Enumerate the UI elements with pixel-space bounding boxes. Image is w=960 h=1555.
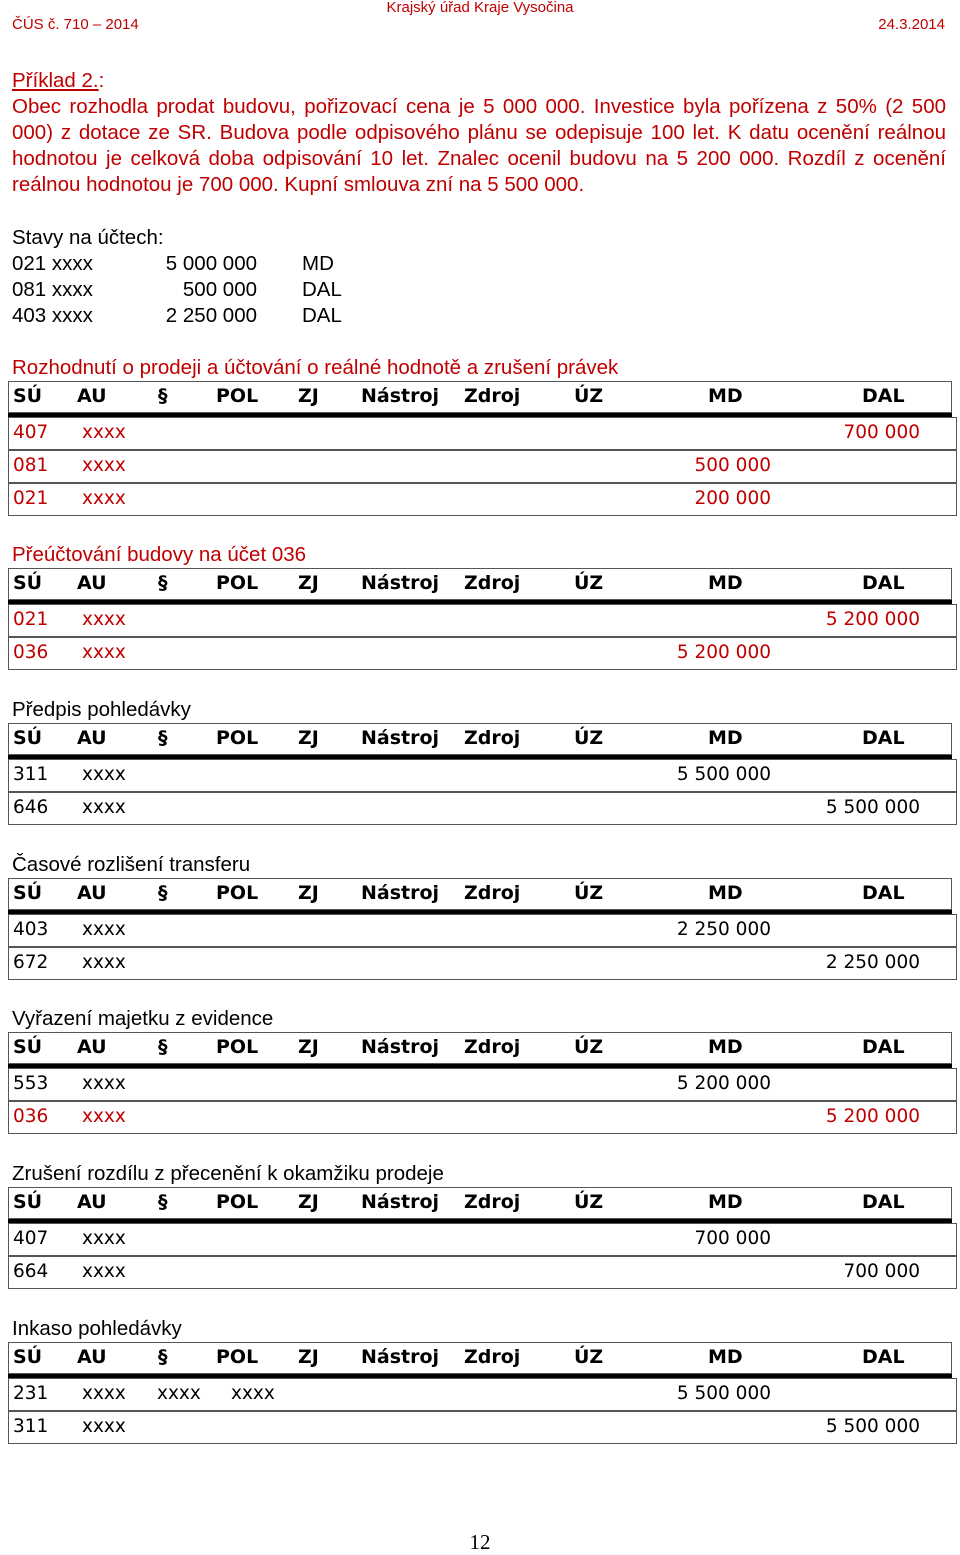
cell-su: 407 <box>13 1228 49 1249</box>
column-header-nastroj: Nástroj <box>361 727 440 749</box>
column-header-zdroj: Zdroj <box>464 1191 521 1213</box>
state-amount: 5 000 000 <box>165 252 257 275</box>
column-header-zj: ZJ <box>298 1191 319 1213</box>
column-header-au: AU <box>77 727 107 749</box>
column-header-zdroj: Zdroj <box>464 385 521 407</box>
cell-md: 200 000 <box>694 488 771 509</box>
cell-au: xxxx <box>82 797 126 818</box>
column-header-par: § <box>158 882 168 904</box>
accounting-section <box>0 355 960 518</box>
column-header-zj: ZJ <box>298 1346 319 1368</box>
column-header-su: SÚ <box>13 727 43 749</box>
cell-su: 407 <box>13 422 49 443</box>
table-header-row <box>8 1187 952 1219</box>
column-header-uz: ÚZ <box>574 385 604 407</box>
states-title: Stavy na účtech: <box>12 226 164 249</box>
column-header-au: AU <box>77 1346 107 1368</box>
page-header <box>0 0 960 44</box>
accounting-section <box>0 697 960 827</box>
column-header-md: MD <box>708 727 743 749</box>
cell-au: xxxx <box>82 1416 126 1437</box>
cell-su: 036 <box>13 642 49 663</box>
column-header-au: AU <box>77 385 107 407</box>
cell-au: xxxx <box>82 455 126 476</box>
cell-su: 231 <box>13 1383 49 1404</box>
column-header-pol: POL <box>216 1191 259 1213</box>
state-amount: 500 000 <box>182 278 257 301</box>
cell-dal: 2 250 000 <box>825 952 920 973</box>
table-header-row <box>8 1032 952 1064</box>
column-header-par: § <box>158 572 168 594</box>
cell-au: xxxx <box>82 764 126 785</box>
column-header-par: § <box>158 727 168 749</box>
cell-dal: 5 500 000 <box>825 1416 920 1437</box>
example-title-colon: : <box>98 69 105 92</box>
column-header-uz: ÚZ <box>574 572 604 594</box>
cell-md: 700 000 <box>694 1228 771 1249</box>
cell-su: 553 <box>13 1073 49 1094</box>
cell-su: 081 <box>13 455 49 476</box>
example-title-line <box>12 68 946 94</box>
cell-dal: 5 200 000 <box>825 609 920 630</box>
example-text: Obec rozhodla prodat budovu, pořizovací cena je 5 000 000. Investice byla pořízena z 50% (2 500 000) z dotace ze SR. Budova podle odpisového plánu se odepisuje 100 let. K datu ocenění reálnou hodnotou je celková doba odpisování 10 let. Znalec ocenil budovu na 5 200 000. Rozdíl z ocenění reálnou hodnotou je 700 000. Kupní smlouva zní na 5 500 000. <box>12 95 946 196</box>
state-account: 081 xxxx <box>12 278 93 301</box>
cell-su: 664 <box>13 1261 49 1282</box>
column-header-par: § <box>158 1036 168 1058</box>
section-title: Zrušení rozdílu z přecenění k okamžiku prodeje <box>12 1162 444 1185</box>
column-header-zj: ZJ <box>298 1036 319 1058</box>
state-row <box>12 251 342 277</box>
state-side: DAL <box>302 278 342 301</box>
states-list <box>12 251 342 329</box>
column-header-zdroj: Zdroj <box>464 1036 521 1058</box>
section-title: Vyřazení majetku z evidence <box>12 1007 274 1030</box>
column-header-dal: DAL <box>862 572 905 594</box>
state-amount: 2 250 000 <box>165 304 257 327</box>
table-row <box>8 947 957 980</box>
column-header-zdroj: Zdroj <box>464 572 521 594</box>
table-header-row <box>8 723 952 755</box>
table-header-row <box>8 381 952 413</box>
table-row <box>8 1256 957 1289</box>
column-header-uz: ÚZ <box>574 1346 604 1368</box>
column-header-nastroj: Nástroj <box>361 1036 440 1058</box>
cell-dal: 5 500 000 <box>825 797 920 818</box>
column-header-md: MD <box>708 1191 743 1213</box>
column-header-dal: DAL <box>862 727 905 749</box>
cell-dal: 700 000 <box>843 422 920 443</box>
column-header-md: MD <box>708 1346 743 1368</box>
accounting-section <box>0 1006 960 1136</box>
state-account: 021 xxxx <box>12 252 93 275</box>
cell-au: xxxx <box>82 1383 126 1404</box>
table-row <box>8 759 957 792</box>
cell-au: xxxx <box>82 422 126 443</box>
column-header-pol: POL <box>216 727 259 749</box>
column-header-zj: ZJ <box>298 882 319 904</box>
example-title: Příklad 2. <box>12 69 99 92</box>
table-header-row <box>8 878 952 910</box>
table-row <box>8 637 957 670</box>
cell-md: 2 250 000 <box>676 919 771 940</box>
column-header-uz: ÚZ <box>574 727 604 749</box>
cell-su: 672 <box>13 952 49 973</box>
column-header-pol: POL <box>216 572 259 594</box>
table-row <box>8 1378 957 1411</box>
table-row <box>8 914 957 947</box>
table-row <box>8 1223 957 1256</box>
column-header-par: § <box>158 1346 168 1368</box>
table-row <box>8 1068 957 1101</box>
column-header-su: SÚ <box>13 882 43 904</box>
table-row <box>8 450 957 483</box>
cell-dal: 5 200 000 <box>825 1106 920 1127</box>
column-header-md: MD <box>708 1036 743 1058</box>
column-header-uz: ÚZ <box>574 1036 604 1058</box>
state-row <box>12 277 342 303</box>
column-header-nastroj: Nástroj <box>361 1191 440 1213</box>
table-header-row <box>8 1342 952 1374</box>
table-row <box>8 483 957 516</box>
column-header-au: AU <box>77 572 107 594</box>
state-side: MD <box>302 252 334 275</box>
cell-su: 036 <box>13 1106 49 1127</box>
state-side: DAL <box>302 304 342 327</box>
column-header-pol: POL <box>216 385 259 407</box>
section-title: Časové rozlišení transferu <box>12 853 251 876</box>
table-header-row <box>8 568 952 600</box>
column-header-md: MD <box>708 572 743 594</box>
cell-su: 311 <box>13 1416 49 1437</box>
cell-su: 311 <box>13 764 49 785</box>
column-header-su: SÚ <box>13 1191 43 1213</box>
cell-au: xxxx <box>82 488 126 509</box>
column-header-nastroj: Nástroj <box>361 882 440 904</box>
cell-md: 5 500 000 <box>676 1383 771 1404</box>
cell-au: xxxx <box>82 1073 126 1094</box>
column-header-nastroj: Nástroj <box>361 1346 440 1368</box>
table-row <box>8 792 957 825</box>
column-header-zdroj: Zdroj <box>464 727 521 749</box>
cell-au: xxxx <box>82 952 126 973</box>
column-header-zj: ZJ <box>298 385 319 407</box>
column-header-pol: POL <box>216 1346 259 1368</box>
column-header-dal: DAL <box>862 882 905 904</box>
column-header-dal: DAL <box>862 1036 905 1058</box>
section-title: Přeúčtování budovy na účet 036 <box>12 543 307 566</box>
column-header-md: MD <box>708 385 743 407</box>
cell-au: xxxx <box>82 642 126 663</box>
column-header-su: SÚ <box>13 1036 43 1058</box>
cell-md: 500 000 <box>694 455 771 476</box>
cell-dal: 700 000 <box>843 1261 920 1282</box>
cell-au: xxxx <box>82 1106 126 1127</box>
cell-su: 021 <box>13 609 49 630</box>
cell-au: xxxx <box>82 609 126 630</box>
column-header-su: SÚ <box>13 385 43 407</box>
cell-au: xxxx <box>82 1228 126 1249</box>
column-header-md: MD <box>708 882 743 904</box>
column-header-zj: ZJ <box>298 572 319 594</box>
column-header-su: SÚ <box>13 572 43 594</box>
column-header-zdroj: Zdroj <box>464 1346 521 1368</box>
cell-su: 021 <box>13 488 49 509</box>
column-header-nastroj: Nástroj <box>361 385 440 407</box>
column-header-par: § <box>158 385 168 407</box>
column-header-au: AU <box>77 1191 107 1213</box>
column-header-zdroj: Zdroj <box>464 882 521 904</box>
state-account: 403 xxxx <box>12 304 93 327</box>
accounting-section <box>0 542 960 672</box>
column-header-uz: ÚZ <box>574 882 604 904</box>
table-row <box>8 604 957 637</box>
section-title: Předpis pohledávky <box>12 698 191 721</box>
accounting-section <box>0 1316 960 1446</box>
state-row <box>12 303 342 329</box>
column-header-par: § <box>158 1191 168 1213</box>
cell-au: xxxx <box>82 1261 126 1282</box>
column-header-dal: DAL <box>862 1191 905 1213</box>
column-header-uz: ÚZ <box>574 1191 604 1213</box>
cell-md: 5 500 000 <box>676 764 771 785</box>
column-header-dal: DAL <box>862 1346 905 1368</box>
accounting-section <box>0 1161 960 1291</box>
header-office: Krajský úřad Kraje Vysočina <box>386 0 574 16</box>
column-header-pol: POL <box>216 1036 259 1058</box>
column-header-zj: ZJ <box>298 727 319 749</box>
column-header-au: AU <box>77 1036 107 1058</box>
cell-md: 5 200 000 <box>676 642 771 663</box>
column-header-au: AU <box>77 882 107 904</box>
example-intro <box>12 68 946 198</box>
account-states <box>12 225 342 329</box>
page-number: 12 <box>469 1530 491 1554</box>
cell-par: xxxx <box>157 1383 201 1404</box>
column-header-nastroj: Nástroj <box>361 572 440 594</box>
cell-su: 646 <box>13 797 49 818</box>
cell-su: 403 <box>13 919 49 940</box>
accounting-section <box>0 852 960 982</box>
column-header-su: SÚ <box>13 1346 43 1368</box>
section-title: Rozhodnutí o prodeji a účtování o reálné hodnotě a zrušení právek <box>12 356 619 379</box>
cell-pol: xxxx <box>231 1383 275 1404</box>
table-row <box>8 1101 957 1134</box>
table-row <box>8 417 957 450</box>
header-doc-number: ČÚS č. 710 – 2014 <box>12 16 139 33</box>
cell-au: xxxx <box>82 919 126 940</box>
header-date: 24.3.2014 <box>878 16 945 33</box>
column-header-dal: DAL <box>862 385 905 407</box>
section-title: Inkaso pohledávky <box>12 1317 182 1340</box>
column-header-pol: POL <box>216 882 259 904</box>
table-row <box>8 1411 957 1444</box>
cell-md: 5 200 000 <box>676 1073 771 1094</box>
